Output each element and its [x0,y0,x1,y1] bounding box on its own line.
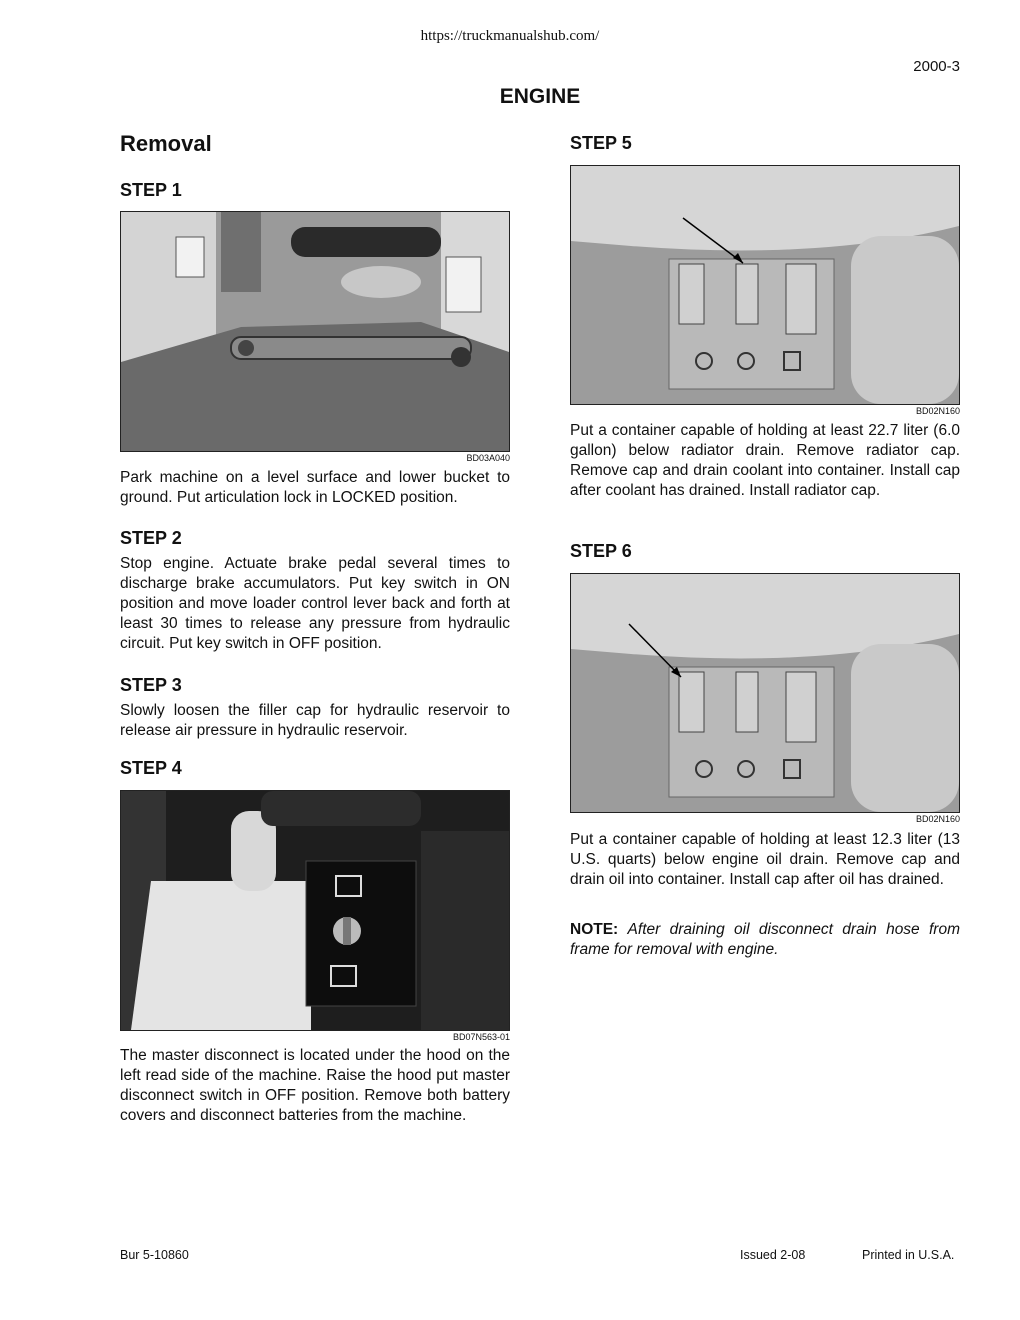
step5-photo [570,165,960,405]
footer-printed: Printed in U.S.A. [862,1248,955,1262]
step1-photo [120,211,510,452]
step6-heading: STEP 6 [570,541,632,561]
footer-doc-number: Bur 5-10860 [120,1248,189,1262]
step2-heading: STEP 2 [120,528,182,548]
step3-text: Slowly loosen the filler cap for hydraulic reservoir to release air pressure in hydraulic reservoir. [120,702,510,739]
section-title: Removal [120,131,212,156]
step4-text: The master disconnect is located under the hood on the left read side of the machine. Raise the hood put master disconnect switch in OFF position. Remove both battery covers and disconnect batteries from the machine. [120,1047,510,1124]
step6-figure-code: BD02N160 [915,814,960,824]
step2-text: Stop engine. Actuate brake pedal several times to discharge brake accumulators. Put key switch in ON position and move loader control lever back and forth at least 30 times to release any pressure from hydraulic circuit. Put key switch in OFF position. [120,555,510,652]
source-url[interactable]: https://truckmanualshub.com/ [420,28,600,44]
step5-heading: STEP 5 [570,133,632,153]
step6-text: Put a container capable of holding at least 12.3 liter (13 U.S. quarts) below engine oil drain. Remove cap and drain oil into container. Install cap after oil has drained. [570,831,960,888]
step1-text: Park machine on a level surface and lower bucket to ground. Put articulation lock in LOCKED position. [120,469,510,506]
page-number: 2000-3 [913,58,960,75]
step3-heading: STEP 3 [120,675,182,695]
page-title: ENGINE [499,85,581,108]
note-label: NOTE: [570,921,619,938]
step4-figure-code: BD07N563-01 [452,1032,510,1042]
note-text: After draining oil disconnect drain hose from frame for removal with engine. [570,921,960,958]
step1-figure-code: BD03A040 [466,453,510,463]
step1-heading: STEP 1 [120,180,182,200]
articulation-lock-image [121,212,509,451]
step5-figure-code: BD02N160 [915,406,960,416]
step6-note [570,920,960,960]
step4-heading: STEP 4 [120,758,182,778]
engine-oil-drain-image [571,574,959,812]
master-disconnect-image [121,791,509,1030]
step4-photo [120,790,510,1031]
radiator-drain-image [571,166,959,404]
step6-photo [570,573,960,813]
step5-text: Put a container capable of holding at least 22.7 liter (6.0 gallon) below radiator drain. Remove radiator cap. Remove cap and drain coolant into container. Install cap after coolant has drained. Install radiator cap. [570,422,960,499]
footer-issued: Issued 2-08 [740,1248,806,1262]
